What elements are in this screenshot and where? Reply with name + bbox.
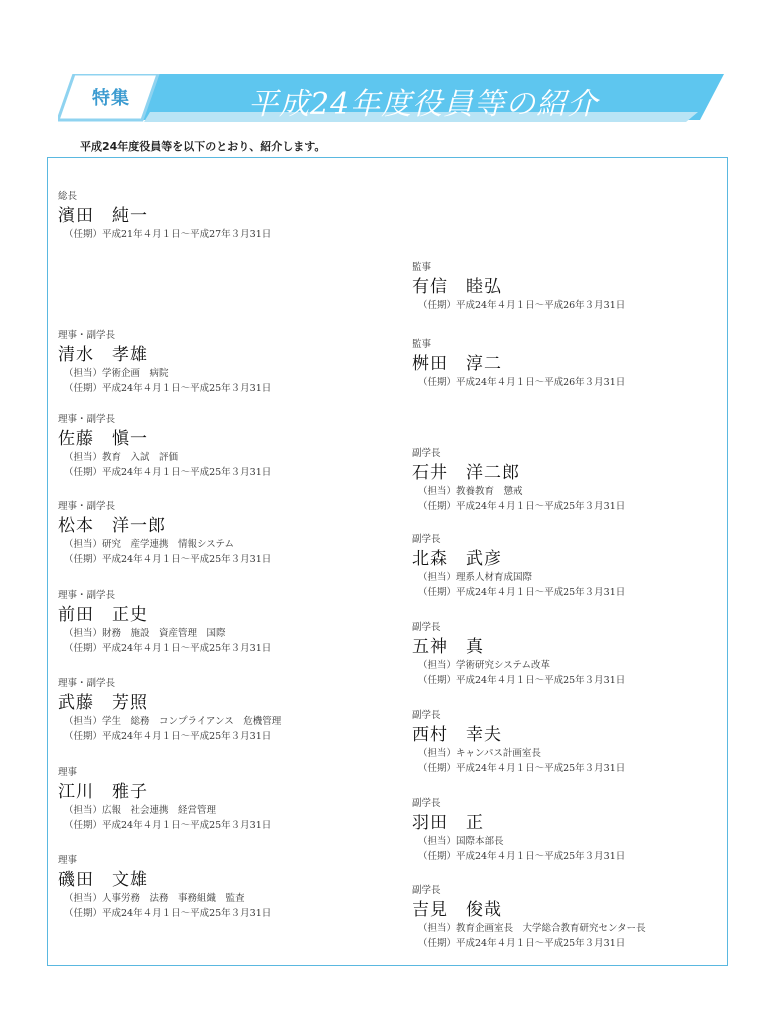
officer-role: 副学長: [412, 885, 441, 896]
officer-name: 五神 真: [412, 637, 484, 657]
officer-entry: [412, 798, 625, 864]
officer-assignment: （担当）人事労務 法務 事務組織 監査: [64, 893, 245, 904]
officer-name: 羽田 正: [412, 813, 484, 833]
officer-name: 前田 正史: [58, 605, 148, 625]
officer-role: 副学長: [412, 622, 441, 633]
officer-assignment: （担当）教育企画室長 大学総合教育研究センター長: [418, 923, 646, 934]
officer-term: （任期）平成24年４月１日～平成25年３月31日: [64, 731, 272, 742]
officer-term: （任期）平成24年４月１日～平成25年３月31日: [418, 675, 626, 686]
officer-name: 桝田 淳二: [412, 354, 502, 374]
officer-role: 副学長: [412, 534, 441, 545]
officer-assignment: （担当）学生 総務 コンプライアンス 危機管理: [64, 716, 282, 727]
officer-entry: [412, 262, 625, 313]
officer-term: （任期）平成24年４月１日～平成25年３月31日: [64, 554, 272, 565]
officer-name: 江川 雅子: [58, 782, 148, 802]
officer-assignment: （担当）財務 施設 資産管理 国際: [64, 628, 226, 639]
officer-role: 監事: [412, 262, 432, 273]
officer-name: 西村 幸夫: [412, 725, 502, 745]
intro-text: 平成24年度役員等を以下のとおり、紹介します。: [80, 140, 326, 153]
officer-entry: [412, 534, 625, 600]
page-title: 平成24年度役員等の紹介: [248, 87, 599, 122]
officer-entry: [58, 414, 271, 480]
officer-entry: [58, 330, 271, 396]
officer-role: 理事: [58, 767, 78, 778]
officer-role: 総長: [58, 191, 78, 202]
officer-name: 磯田 文雄: [58, 870, 148, 890]
officer-role: 副学長: [412, 448, 441, 459]
officer-role: 理事・副学長: [58, 590, 116, 601]
officer-entry: [412, 885, 646, 951]
officer-assignment: （担当）教育 入試 評価: [64, 452, 179, 463]
officer-term: （任期）平成24年４月１日～平成25年３月31日: [64, 908, 272, 919]
officer-name: 佐藤 愼一: [58, 429, 148, 449]
officer-role: 理事: [58, 855, 78, 866]
feature-banner: [58, 74, 724, 122]
officer-term: （任期）平成24年４月１日～平成25年３月31日: [418, 587, 626, 598]
officer-entry: [58, 191, 271, 242]
officer-name: 濱田 純一: [58, 206, 148, 226]
officer-role: 副学長: [412, 798, 441, 809]
officer-entry: [58, 501, 271, 567]
officer-assignment: （担当）広報 社会連携 経営管理: [64, 805, 217, 816]
officer-role: 理事・副学長: [58, 678, 116, 689]
officer-term: （任期）平成24年４月１日～平成25年３月31日: [64, 383, 272, 394]
officer-role: 理事・副学長: [58, 414, 116, 425]
officer-assignment: （担当）学術企画 病院: [64, 368, 169, 379]
officer-assignment: （担当）研究 産学連携 情報システム: [64, 539, 235, 550]
officer-term: （任期）平成24年４月１日～平成25年３月31日: [418, 763, 626, 774]
officer-term: （任期）平成24年４月１日～平成26年３月31日: [418, 300, 626, 311]
officer-entry: [58, 767, 271, 833]
officer-term: （任期）平成24年４月１日～平成25年３月31日: [64, 467, 272, 478]
officer-entry: [412, 622, 625, 688]
feature-tag: 特集: [92, 88, 130, 109]
officer-term: （任期）平成24年４月１日～平成25年３月31日: [64, 820, 272, 831]
officer-assignment: （担当）学術研究システム改革: [418, 660, 551, 671]
officer-assignment: （担当）キャンパス計画室長: [418, 748, 541, 759]
officer-assignment: （担当）国際本部長: [418, 836, 504, 847]
officer-entry: [412, 448, 625, 514]
officer-entry: [58, 590, 271, 656]
officer-term: （任期）平成24年４月１日～平成25年３月31日: [418, 501, 626, 512]
officer-entry: [412, 710, 625, 776]
officer-term: （任期）平成24年４月１日～平成25年３月31日: [418, 851, 626, 862]
officer-role: 監事: [412, 339, 432, 350]
officer-name: 有信 睦弘: [412, 277, 502, 297]
officer-role: 副学長: [412, 710, 441, 721]
officer-term: （任期）平成24年４月１日～平成26年３月31日: [418, 377, 626, 388]
officer-name: 武藤 芳照: [58, 693, 148, 713]
officer-entry: [58, 855, 271, 921]
officer-term: （任期）平成21年４月１日～平成27年３月31日: [64, 229, 272, 240]
officer-name: 吉見 俊哉: [412, 900, 502, 920]
officer-name: 石井 洋二郎: [412, 463, 520, 483]
officer-name: 松本 洋一郎: [58, 516, 166, 536]
officer-term: （任期）平成24年４月１日～平成25年３月31日: [418, 938, 626, 949]
officer-name: 北森 武彦: [412, 549, 502, 569]
officer-term: （任期）平成24年４月１日～平成25年３月31日: [64, 643, 272, 654]
officer-assignment: （担当）教養教育 懲戒: [418, 486, 523, 497]
officer-assignment: （担当）理系人材育成国際: [418, 572, 533, 583]
officer-name: 清水 孝雄: [58, 345, 148, 365]
officer-role: 理事・副学長: [58, 330, 116, 341]
officer-entry: [58, 678, 281, 744]
officer-role: 理事・副学長: [58, 501, 116, 512]
officer-entry: [412, 339, 625, 390]
